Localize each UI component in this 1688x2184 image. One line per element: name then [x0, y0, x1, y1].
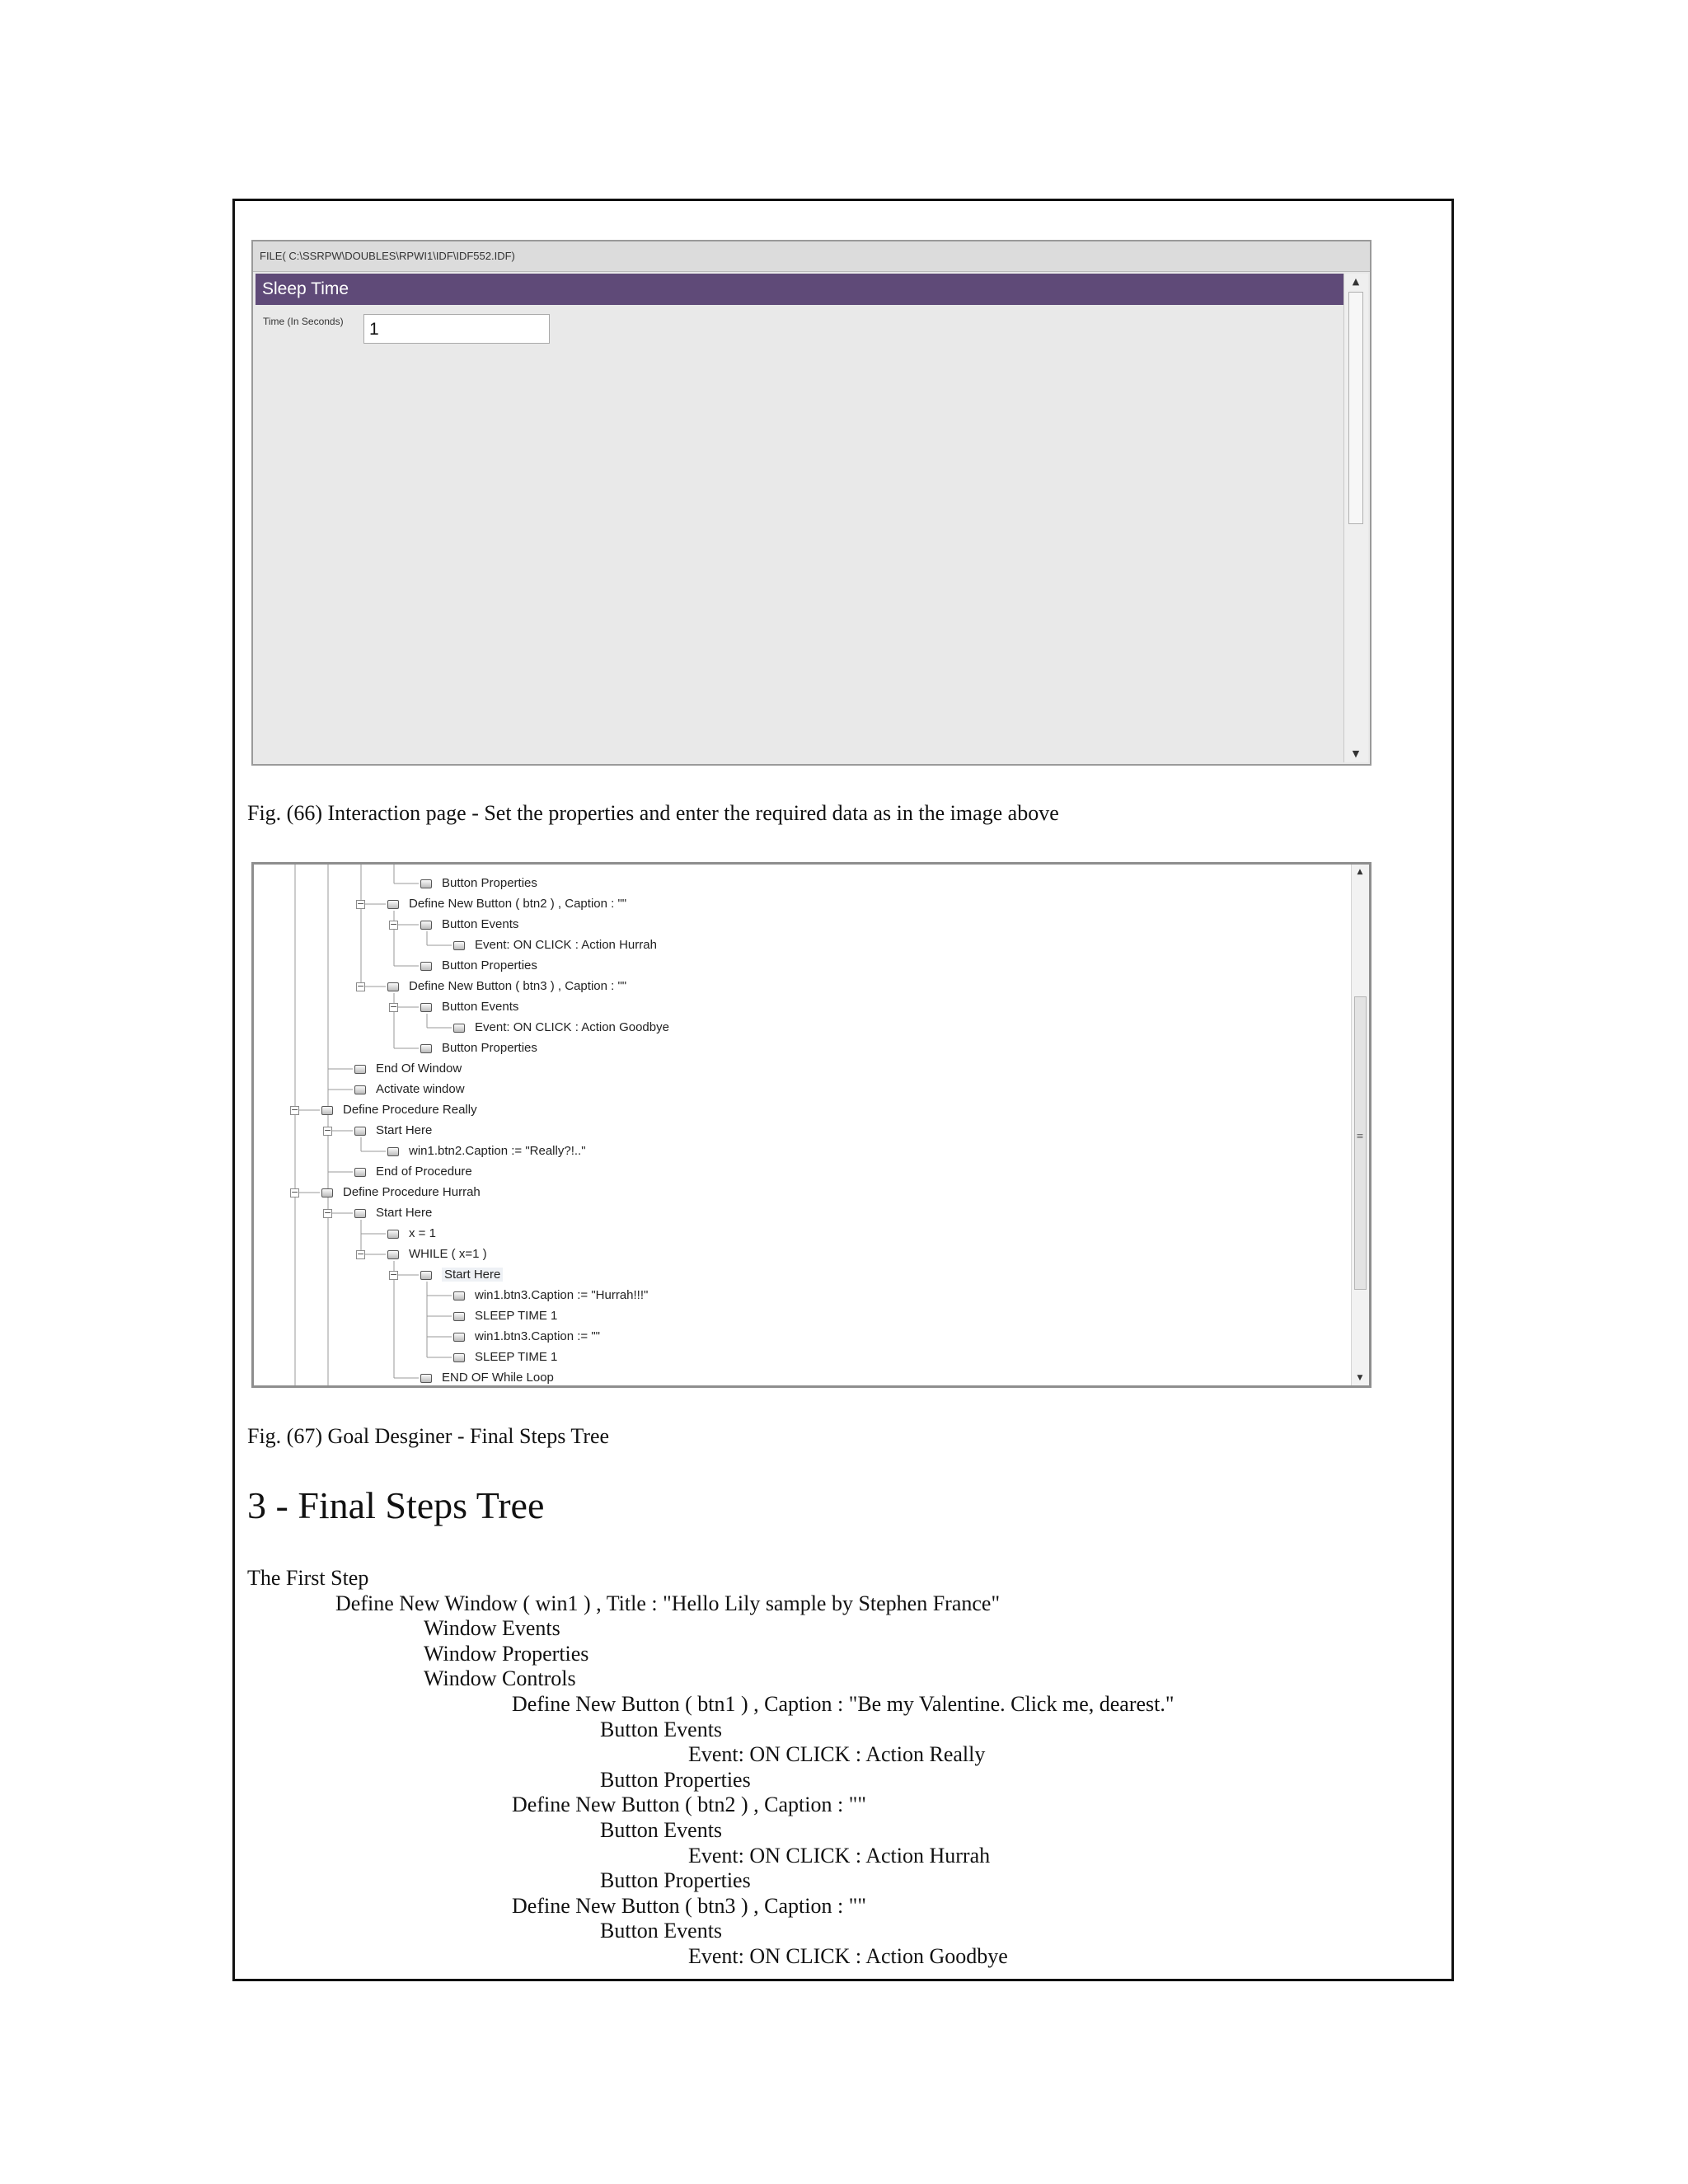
step-line: Define New Button ( btn1 ) , Caption : "Be my Valentine. Click me, dearest.": [512, 1692, 1175, 1716]
tree-node-icon: [453, 1291, 465, 1301]
tree-node-icon: [354, 1065, 366, 1074]
tree-node-label: SLEEP TIME 1: [475, 1309, 558, 1323]
tree-node-label: win1.btn3.Caption := "": [475, 1329, 600, 1343]
tree-node[interactable]: [453, 1019, 669, 1036]
collapse-toggle-icon[interactable]: −: [324, 1207, 332, 1218]
tree-node-icon: [453, 1353, 465, 1362]
tree-node[interactable]: [354, 1061, 462, 1077]
tree-node-label: End Of Window: [376, 1062, 462, 1076]
tree-node-label: End of Procedure: [376, 1165, 472, 1179]
tree-node-icon: [420, 879, 432, 888]
tree-node-label: Button Events: [442, 917, 519, 931]
tree-node-label: Activate window: [376, 1082, 465, 1096]
tree-node-label: Define Procedure Really: [343, 1103, 477, 1117]
step-line: Button Properties: [600, 1767, 751, 1792]
step-line: Button Events: [600, 1919, 723, 1943]
tree-node[interactable]: [420, 1370, 554, 1386]
tree-node-icon: [420, 921, 432, 930]
tree-node[interactable]: [453, 1308, 557, 1324]
tree-node-icon: [453, 1312, 465, 1321]
tree-node-label: Button Events: [442, 1000, 519, 1014]
tree-node[interactable]: [387, 1246, 487, 1263]
tree-node[interactable]: [420, 958, 537, 974]
tree-node-label: Button Properties: [442, 1041, 537, 1055]
step-line: The First Step: [247, 1566, 369, 1590]
tree-scroll-down-arrow-icon[interactable]: ▼: [1357, 1374, 1363, 1382]
step-line: Event: ON CLICK : Action Really: [688, 1742, 986, 1767]
tree-node-icon: [420, 1003, 432, 1012]
tree-node[interactable]: [387, 1143, 586, 1160]
tree-node-icon: [420, 1271, 432, 1280]
vertical-scrollbar[interactable]: [1343, 274, 1368, 762]
tree-node-label: Define New Button ( btn3 ) , Caption : "": [409, 979, 627, 993]
tree-node[interactable]: [321, 1102, 477, 1118]
tree-node-icon: [354, 1085, 366, 1094]
tree-node[interactable]: [453, 1287, 648, 1304]
tree-node-label: Start Here: [442, 1268, 503, 1282]
fig67-caption: Fig. (67) Goal Desginer - Final Steps Tree: [247, 1424, 610, 1448]
tree-node[interactable]: [420, 1267, 503, 1283]
tree-node[interactable]: [354, 1122, 432, 1139]
collapse-toggle-icon[interactable]: −: [390, 1269, 398, 1280]
tree-scrollbar-thumb[interactable]: [1354, 996, 1367, 1290]
tree-vertical-scrollbar[interactable]: [1351, 865, 1369, 1385]
tree-node-icon: [387, 900, 399, 909]
tree-node-icon: [420, 962, 432, 971]
tree-node-label: Define Procedure Hurrah: [343, 1185, 481, 1199]
tree-node-label: SLEEP TIME 1: [475, 1350, 558, 1364]
tree-node[interactable]: [420, 1040, 537, 1057]
step-line: Button Properties: [600, 1868, 751, 1893]
goal-designer-tree-screenshot: [251, 862, 1372, 1388]
tree-node[interactable]: [354, 1205, 432, 1221]
collapse-toggle-icon[interactable]: −: [324, 1125, 332, 1136]
tree-node[interactable]: [387, 896, 626, 912]
tree-node-label: Event: ON CLICK : Action Goodbye: [475, 1020, 669, 1034]
tree-node-icon: [354, 1127, 366, 1136]
step-line: Event: ON CLICK : Action Hurrah: [688, 1843, 991, 1868]
step-line: Define New Window ( win1 ) , Title : "Hello Lily sample by Stephen France": [335, 1591, 1001, 1615]
tree-node-icon: [453, 941, 465, 950]
panel-title: Sleep Time: [256, 274, 1345, 305]
step-line: Window Properties: [424, 1641, 589, 1666]
tree-node-icon: [453, 1333, 465, 1342]
collapse-toggle-icon[interactable]: −: [291, 1104, 299, 1115]
tree-node-label: Button Properties: [442, 958, 537, 972]
tree-node[interactable]: [354, 1164, 472, 1180]
scrollbar-grip-icon: ≡: [1356, 1131, 1364, 1141]
collapse-toggle-icon[interactable]: −: [291, 1187, 299, 1197]
tree-node[interactable]: [420, 875, 537, 892]
tree-node-label: WHILE ( x=1 ): [409, 1247, 487, 1261]
tree-scroll-up-arrow-icon[interactable]: ▲: [1357, 868, 1363, 876]
tree-node-label: Event: ON CLICK : Action Hurrah: [475, 938, 657, 952]
tree-node-icon: [354, 1168, 366, 1177]
tree-node-label: Define New Button ( btn2 ) , Caption : "": [409, 897, 627, 911]
tree-node[interactable]: [453, 1349, 557, 1366]
section-heading: 3 - Final Steps Tree: [247, 1484, 545, 1526]
tree-node[interactable]: [354, 1081, 465, 1098]
tree-node[interactable]: [453, 937, 657, 954]
step-line: Button Events: [600, 1818, 723, 1842]
step-line: Window Controls: [424, 1666, 576, 1691]
collapse-toggle-icon[interactable]: −: [357, 1249, 365, 1259]
tree-node-icon: [387, 982, 399, 991]
step-line: Define New Button ( btn2 ) , Caption : "": [512, 1793, 866, 1817]
scrollbar-thumb[interactable]: [1348, 292, 1363, 524]
tree-node-label: win1.btn2.Caption := "Really?!..": [409, 1144, 586, 1158]
tree-node-label: Start Here: [376, 1206, 433, 1220]
fig66-caption: Fig. (66) Interaction page - Set the properties and enter the required data as in the image above: [247, 801, 1059, 825]
tree-node-icon: [321, 1106, 333, 1115]
tree-node[interactable]: [420, 916, 518, 933]
scroll-down-arrow-icon[interactable]: ▼: [1352, 748, 1360, 759]
scroll-up-arrow-icon[interactable]: ▲: [1352, 276, 1360, 287]
collapse-toggle-icon[interactable]: −: [357, 981, 365, 991]
tree-node[interactable]: [387, 978, 626, 995]
tree-node[interactable]: [321, 1184, 481, 1201]
tree-node[interactable]: [387, 1226, 436, 1242]
tree-node-icon: [354, 1209, 366, 1218]
collapse-toggle-icon[interactable]: −: [390, 919, 398, 930]
step-line: Event: ON CLICK : Action Goodbye: [688, 1944, 1008, 1968]
tree-node-icon: [420, 1374, 432, 1383]
tree-node[interactable]: [420, 999, 518, 1015]
collapse-toggle-icon[interactable]: −: [357, 898, 365, 909]
tree-node-label: win1.btn3.Caption := "Hurrah!!!": [475, 1288, 649, 1302]
time-seconds-input[interactable]: 1: [363, 314, 550, 344]
tree-node-icon: [321, 1188, 333, 1197]
tree-node-icon: [387, 1230, 399, 1239]
step-line: Define New Button ( btn3 ) , Caption : "": [512, 1893, 866, 1918]
step-line: Button Events: [600, 1717, 723, 1741]
tree-node-icon: [420, 1044, 432, 1053]
step-line: Window Events: [424, 1616, 560, 1641]
collapse-toggle-icon[interactable]: −: [390, 1001, 398, 1012]
tree-node-label: x = 1: [409, 1226, 436, 1240]
time-field-label: Time (In Seconds): [263, 316, 344, 327]
interaction-page-screenshot: [251, 240, 1372, 766]
tree-node-label: Start Here: [376, 1123, 433, 1137]
tree-node-label: END OF While Loop: [442, 1371, 554, 1385]
tree-node[interactable]: [453, 1329, 600, 1345]
file-path-bar: FILE( C:\SSRPW\DOUBLES\RPWI1\IDF\IDF552.IDF): [253, 241, 1370, 272]
tree-node-icon: [453, 1024, 465, 1033]
tree-node-icon: [387, 1250, 399, 1259]
tree-node-label: Button Properties: [442, 876, 537, 890]
tree-node-icon: [387, 1147, 399, 1156]
